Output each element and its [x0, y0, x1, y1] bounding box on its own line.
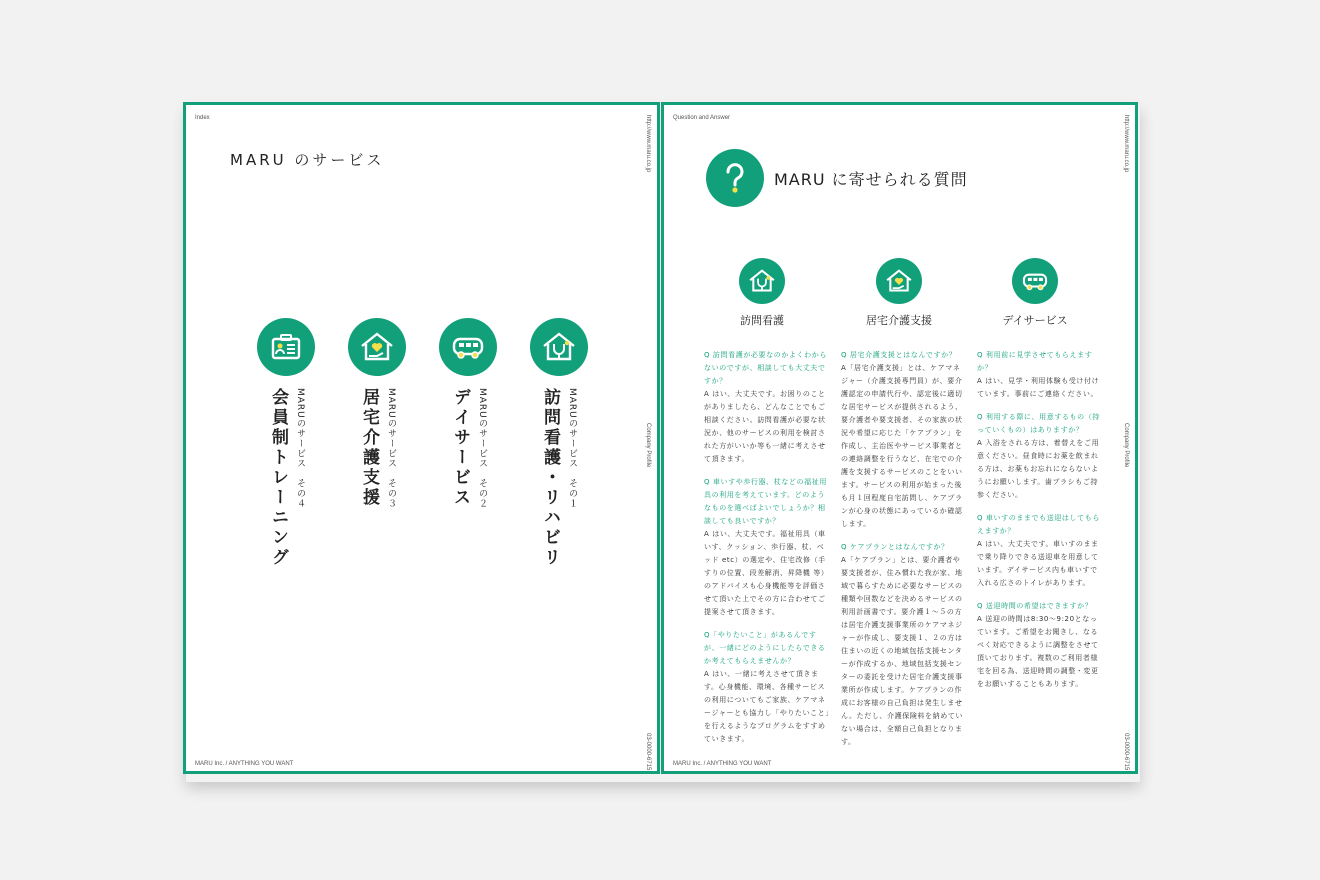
answer-text: A はい、大丈夫です。お困りのことがありましたら、どんなことでもご相談ください。訪問看護が必要な状況か、他のサービスの利用を検討された方がいいか等も一緒に考えさせて頂きます。	[704, 390, 826, 463]
question-text: Q 車いすや歩行器、杖などの福祉用具の利用を考えています。どのようなものを選べばよいでしょうか？相談しても良いですか？	[704, 478, 827, 525]
question-text: Q 送迎時間の希望はできますか？	[977, 602, 1093, 610]
column-title-2: 居宅介護支援	[866, 314, 932, 327]
answer-text: A はい、見学・利用体験も受け付けています。事前にご連絡ください。	[977, 377, 1100, 398]
answer-text: A はい、大丈夫です。車いすのままで乗り降りできる送迎車を用意しています。デイサービス内も車いすで入れる広さのトイレがあります。	[977, 540, 1099, 587]
page-header: Index	[195, 115, 210, 121]
page-footer: MARU Inc. / ANYTHING YOU WANT	[195, 761, 294, 767]
question-text: Q「やりたいこと」があるんですが、一緒にどのようにしたらできるか考えてもらえませんか？	[704, 631, 826, 665]
service-sub-4: MARUのサービス その４	[295, 388, 305, 509]
qa-item	[704, 349, 830, 466]
column-title-3: デイサービス	[1002, 314, 1068, 327]
right-page	[661, 102, 1138, 774]
qa-item	[841, 541, 967, 749]
answer-text: A「居宅介護支援」とは、ケアマネジャー（介護支援専門員）が、要介護認定の申請代行や、認定後に適切な居宅サービスが提供されるよう、要介護者や要支援者、その家族の状況や希望に応じた「ケアプラン」を作成し、主治医やサービス事業者との連絡調整を行うなど、在宅での介護を支援するサービスのことをいいます。サービスの利用が始まった後も月１回程度自宅訪問し、ケアプランが心身の状態にあっているか確認します。	[841, 364, 963, 528]
side-url: http://www.maru.co.jp	[645, 115, 651, 173]
question-text: Q ケアプランとはなんですか？	[841, 543, 949, 551]
side-code: 03-0000-6715	[645, 733, 651, 771]
question-text: Q 利用前に見学させてもらえますか？	[977, 351, 1093, 372]
side-label: Company Profile	[645, 423, 651, 468]
qa-item	[977, 512, 1103, 590]
answer-text: A 送迎の時間は8:30〜9:20となっています。ご希望をお聞きし、なるべく対応できるように調整をさせて頂いております。複数のご利用者様宅を回る為、送迎時間の調整・変更をお願いすることもあります。	[977, 615, 1099, 688]
service-name-2: デイサービス	[450, 388, 470, 508]
service-sub-2: MARUのサービス その２	[477, 388, 487, 509]
question-icon	[706, 149, 764, 207]
service-name-4: 会員制トレーニング	[268, 388, 288, 568]
house-stethoscope-icon	[739, 258, 785, 304]
side-label: Company Profile	[1123, 423, 1129, 468]
column-title-1: 訪問看護	[740, 314, 784, 327]
answer-text: A 入浴をされる方は、着替えをご用意ください。昼食時にお薬を飲まれる方は、お薬もお忘れにならないようにお願いします。歯ブラシもご持参ください。	[977, 439, 1100, 499]
house-heart-hand-icon	[348, 318, 406, 376]
side-code: 03-0000-6715	[1123, 733, 1129, 771]
member-card-icon	[257, 318, 315, 376]
qa-item	[704, 476, 830, 619]
service-name-3: 居宅介護支援	[359, 388, 379, 508]
page-footer: MARU Inc. / ANYTHING YOU WANT	[673, 761, 772, 767]
service-sub-3: MARUのサービス その３	[386, 388, 396, 509]
page-header: Question and Answer	[673, 115, 731, 121]
question-text: Q 車いすのままでも送迎はしてもらえますか？	[977, 514, 1100, 535]
bus-icon	[1012, 258, 1058, 304]
answer-text: A はい、大丈夫です。福祉用具（車いす、クッション、歩行器、杖、ベッド etc）の選定や、住宅改修（手すりの位置、段差解消、昇降機 等）のアドバイスも心身機能等を評価させて頂いた上でその方に合わせてご提案させて頂きます。	[704, 530, 829, 616]
qa-item	[977, 600, 1103, 691]
qa-column-3	[977, 349, 1103, 701]
qa-item	[704, 629, 830, 746]
qa-item	[977, 349, 1103, 401]
side-url: http://www.maru.co.jp	[1123, 115, 1129, 173]
question-text: Q 訪問看護が必要なのかよくわからないのですが、相談しても大丈夫ですか？	[704, 351, 827, 385]
bus-icon	[439, 318, 497, 376]
question-text: Q 居宅介護支援とはなんですか？	[841, 351, 957, 359]
left-page	[183, 102, 660, 774]
question-text: Q 利用する際に、用意するもの（持っていくもの）はありますか？	[977, 413, 1100, 434]
answer-text: A はい、一緒に考えさせて頂きます。心身機能、環境、各種サービスの利用についてもご家族、ケアマネージャーとも協力し「やりたいこと」を行えるようなプログラムをすすめていきます。	[704, 670, 830, 743]
qa-item	[841, 349, 967, 531]
qa-item	[977, 411, 1103, 502]
page-title: MARU のサービス	[230, 151, 385, 169]
service-name-1: 訪問看護・リハビリ	[540, 388, 560, 568]
service-sub-1: MARUのサービス その１	[567, 388, 577, 509]
qa-column-2	[841, 349, 967, 759]
answer-text: A「ケアプラン」とは、要介護者や要支援者が、住み慣れた我が家、地域で暮らすために必要なサービスの種類や回数などを決めるサービスの利用計画書です。要介護１〜５の方は居宅介護支援事業所のケアマネジャーが作成し、要支援１、２の方は住まいの近くの地域包括支援センターが作成するか、地域包括支援センターの委託を受けた居宅介護支援事業所が作成します。ケアプランの作成にお客様の自己負担は発生しません。ただし、介護保険料を納めていない場合は、全額自己負担となります。	[841, 556, 964, 746]
qa-title: MARU に寄せられる質問	[774, 170, 968, 189]
house-heart-hand-icon	[876, 258, 922, 304]
qa-column-1	[704, 349, 830, 756]
house-stethoscope-icon	[530, 318, 588, 376]
